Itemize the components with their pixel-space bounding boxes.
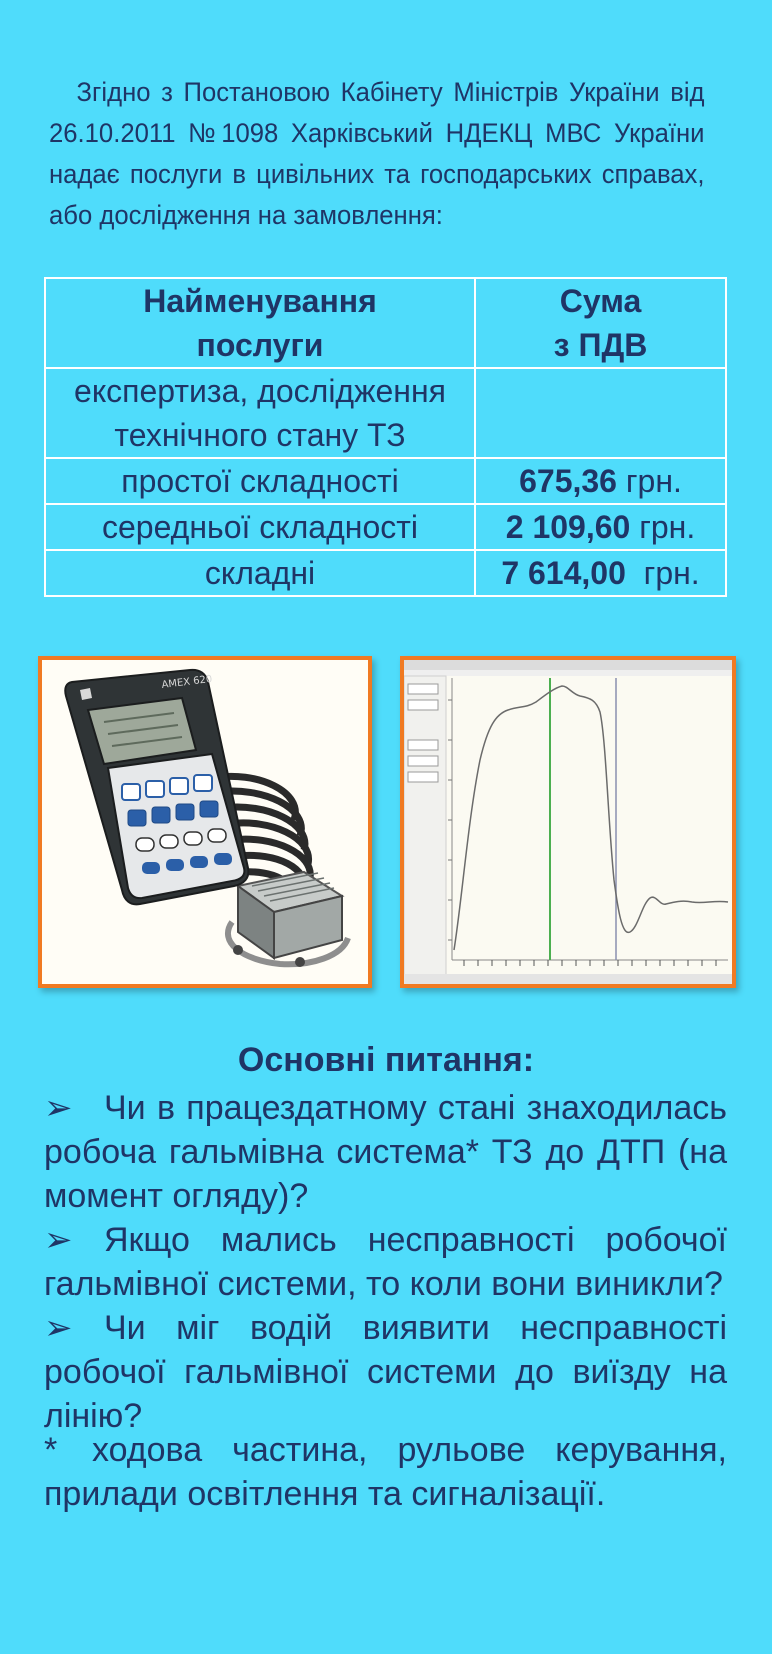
row-currency: грн. — [639, 509, 696, 545]
intro-text: Згідно з Постановою Кабінету Міністрів України від 26.10.2011 №1098 Харківський НДЕКЦ МВС України надає послуги в цивільних та господарських справах, або дослідження на замовлення: — [49, 77, 705, 230]
group-line1: експертиза, дослідження — [74, 373, 446, 409]
brake-graph-screenshot — [400, 656, 736, 988]
arrow-bullet-icon: ➢ — [44, 1308, 73, 1348]
device-photo — [38, 656, 372, 988]
header-service — [45, 278, 475, 368]
question-text: Чи міг водій виявити несправності робочої гальмівної системи до виїзду на лінію? — [44, 1309, 727, 1435]
row-name: середньої складності — [45, 504, 475, 550]
footnote — [44, 1428, 727, 1516]
header-sum — [475, 278, 726, 368]
header-sum-line2: з ПДВ — [553, 327, 648, 363]
list-item — [44, 1306, 727, 1438]
row-amount: 7 614,00 — [501, 555, 626, 591]
table-row — [45, 368, 726, 458]
questions-list — [44, 1086, 727, 1438]
group-amount-empty — [475, 368, 726, 458]
row-name: простої складності — [45, 458, 475, 504]
row-currency: грн. — [643, 555, 700, 591]
price-table — [44, 277, 727, 597]
intro-paragraph — [49, 72, 705, 236]
arrow-bullet-icon: ➢ — [44, 1088, 73, 1128]
footnote-text: ходова частина, рульове керування, прилади освітлення та сигналізації. — [44, 1431, 727, 1513]
header-service-line2: послуги — [196, 327, 324, 363]
deceleration-graph-illustration — [404, 660, 732, 984]
row-price — [475, 504, 726, 550]
header-service-line1: Найменування — [143, 283, 377, 319]
row-amount: 2 109,60 — [505, 509, 631, 545]
group-line2: технічного стану ТЗ — [114, 417, 406, 453]
group-label — [45, 368, 475, 458]
table-row — [45, 550, 726, 596]
row-amount: 675,36 — [519, 463, 617, 499]
question-text: Якщо мались несправності робочої гальмівної системи, то коли вони виникли? — [44, 1221, 727, 1303]
row-price — [475, 550, 726, 596]
device-model-label: АМЕХ 620 — [161, 673, 213, 691]
price-table-header — [45, 278, 726, 368]
table-row — [45, 458, 726, 504]
table-row — [45, 504, 726, 550]
arrow-bullet-icon: ➢ — [44, 1220, 73, 1260]
main-questions-heading: Основні питання: — [237, 1041, 535, 1079]
list-item — [44, 1218, 727, 1306]
header-sum-line1: Сума — [559, 283, 642, 319]
list-item — [44, 1086, 727, 1218]
brake-tester-device-illustration — [42, 660, 368, 984]
footnote-marker: * — [44, 1431, 58, 1469]
row-price — [475, 458, 726, 504]
row-currency: грн. — [625, 463, 682, 499]
question-text: Чи в працездатному стані знаходилась робоча гальмівна система* ТЗ до ДТП (на момент огляду)? — [44, 1089, 727, 1215]
row-name: складні — [45, 550, 475, 596]
